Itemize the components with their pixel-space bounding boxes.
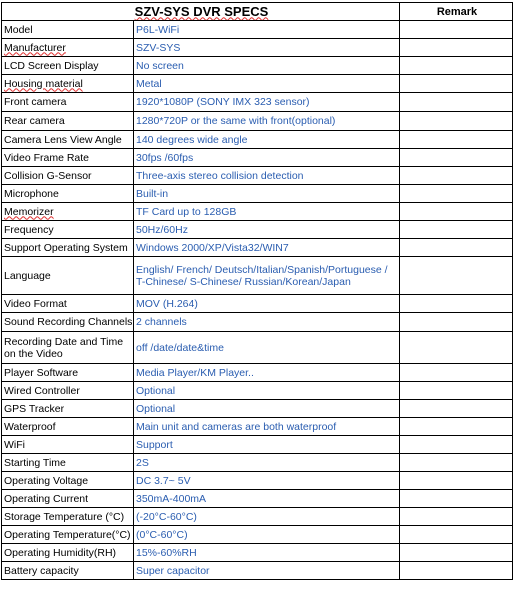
spec-label: Rear camera [2,112,134,131]
table-row [2,364,513,382]
remark-cell [400,257,513,295]
table-row [2,75,513,93]
spec-label: Language [2,257,134,295]
remark-cell [400,544,513,562]
table-row [2,400,513,418]
spec-label: Support Operating System [2,239,134,257]
spec-value: Optional [134,400,400,418]
table-row [2,203,513,221]
spec-value: (0°C-60°C) [134,526,400,544]
spec-label: Wired Controller [2,382,134,400]
remark-cell [400,21,513,39]
spec-value: English/ French/ Deutsch/Italian/Spanish/Portuguese / T-Chinese/ S-Chinese/ Russian/Korean/Japan [134,257,400,295]
spec-label: Model [2,21,134,39]
spec-value: SZV-SYS [134,39,400,57]
spec-label: Camera Lens View Angle [2,131,134,149]
table-row [2,526,513,544]
remark-cell [400,454,513,472]
spec-label: Memorizer [2,203,134,221]
table-row [2,332,513,364]
spec-label: Manufacturer [2,39,134,57]
spec-value: MOV (H.264) [134,295,400,313]
spec-value: 15%-60%RH [134,544,400,562]
spec-label: Video Frame Rate [2,149,134,167]
spec-value: Three-axis stereo collision detection [134,167,400,185]
spec-value: No screen [134,57,400,75]
remark-cell [400,490,513,508]
spec-value: Optional [134,382,400,400]
spec-value: 1920*1080P (SONY IMX 323 sensor) [134,93,400,112]
spec-value: 140 degrees wide angle [134,131,400,149]
remark-cell [400,526,513,544]
remark-cell [400,436,513,454]
table-row [2,490,513,508]
spec-label: Operating Humidity(RH) [2,544,134,562]
spec-label: Housing material [2,75,134,93]
table-title: SZV-SYS DVR SPECS [2,3,400,21]
spec-label: Starting Time [2,454,134,472]
table-row [2,167,513,185]
table-row [2,131,513,149]
spec-value: Super capacitor [134,562,400,580]
remark-cell [400,364,513,382]
table-row [2,57,513,75]
spec-value: Main unit and cameras are both waterproof [134,418,400,436]
spec-value: DC 3.7~ 5V [134,472,400,490]
spec-label: Operating Temperature(°C) [2,526,134,544]
spec-label: Microphone [2,185,134,203]
remark-cell [400,185,513,203]
spec-label: Front camera [2,93,134,112]
spec-label: Frequency [2,221,134,239]
spec-label: LCD Screen Display [2,57,134,75]
spec-value: 50Hz/60Hz [134,221,400,239]
header-row [2,3,513,21]
spec-label: Collision G-Sensor [2,167,134,185]
table-row [2,93,513,112]
table-row [2,544,513,562]
table-row [2,21,513,39]
remark-cell [400,295,513,313]
spec-value: Support [134,436,400,454]
remark-cell [400,75,513,93]
remark-cell [400,167,513,185]
remark-cell [400,203,513,221]
table-row [2,295,513,313]
table-row [2,39,513,57]
spec-value: Built-in [134,185,400,203]
spec-value: 2 channels [134,313,400,332]
table-row [2,472,513,490]
remark-header: Remark [400,3,513,21]
remark-cell [400,472,513,490]
table-row [2,112,513,131]
remark-cell [400,39,513,57]
spec-label: Video Format [2,295,134,313]
remark-cell [400,313,513,332]
remark-cell [400,418,513,436]
table-row [2,149,513,167]
table-row [2,436,513,454]
table-row [2,257,513,295]
table-row [2,221,513,239]
spec-label: WiFi [2,436,134,454]
table-row [2,382,513,400]
remark-cell [400,382,513,400]
table-row [2,508,513,526]
spec-value: (-20°C-60°C) [134,508,400,526]
spec-value: 30fps /60fps [134,149,400,167]
spec-value: 2S [134,454,400,472]
remark-cell [400,400,513,418]
table-row [2,418,513,436]
spec-value: TF Card up to 128GB [134,203,400,221]
table-row [2,239,513,257]
spec-label: Recording Date and Time on the Video [2,332,134,364]
spec-label: Operating Current [2,490,134,508]
spec-value: Metal [134,75,400,93]
spec-value: 350mA-400mA [134,490,400,508]
spec-table [1,2,513,580]
table-row [2,185,513,203]
remark-cell [400,149,513,167]
spec-label: Operating Voltage [2,472,134,490]
spec-value: Windows 2000/XP/Vista32/WIN7 [134,239,400,257]
table-row [2,562,513,580]
remark-cell [400,562,513,580]
spec-label: Battery capacity [2,562,134,580]
spec-value: P6L-WiFi [134,21,400,39]
remark-cell [400,221,513,239]
remark-cell [400,112,513,131]
spec-label: Sound Recording Channels [2,313,134,332]
spec-label: Storage Temperature (°C) [2,508,134,526]
spec-value: off /date/date&time [134,332,400,364]
table-row [2,454,513,472]
remark-cell [400,508,513,526]
spec-label: GPS Tracker [2,400,134,418]
remark-cell [400,131,513,149]
table-row [2,313,513,332]
remark-cell [400,57,513,75]
remark-cell [400,239,513,257]
remark-cell [400,93,513,112]
spec-label: Waterproof [2,418,134,436]
spec-value: 1280*720P or the same with front(optional) [134,112,400,131]
remark-cell [400,332,513,364]
spec-value: Media Player/KM Player.. [134,364,400,382]
spec-label: Player Software [2,364,134,382]
